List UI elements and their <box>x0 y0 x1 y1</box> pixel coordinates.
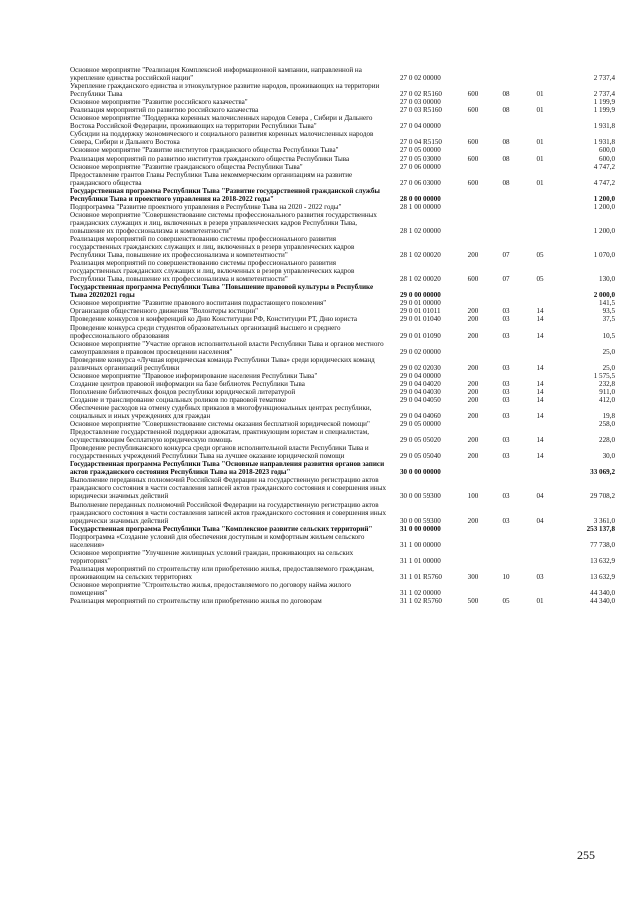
table-row <box>70 82 615 98</box>
table-row <box>70 106 615 114</box>
row-amount: 33 069,2 <box>590 468 615 477</box>
row-code: 27 0 03 R5160 <box>400 106 442 115</box>
row-code: 27 0 03 00000 <box>400 98 441 107</box>
table-row <box>70 420 615 428</box>
row-code: 27 0 05 03000 <box>400 154 441 163</box>
row-amount: 2 737,4 <box>593 74 615 83</box>
row-name: Субсидии на поддержку экономического и социального развития коренных малочисленных народов Севера, Сибири и Дальнего Востока <box>70 130 374 147</box>
row-subsection: 14 <box>536 331 544 340</box>
row-subsection: 01 <box>536 106 544 115</box>
table-row <box>70 324 615 340</box>
row-name: Укрепление гражданского единства и этнокультурное развитие народов, проживающих на территории Республики Тыва <box>70 82 380 99</box>
row-subsection: 04 <box>536 516 544 525</box>
row-amount: 13 632,9 <box>590 572 615 581</box>
row-name: Организация общественного движения "Волонтеры юстиции" <box>70 307 259 316</box>
row-amount: 1 200,0 <box>593 226 615 235</box>
table-row <box>70 388 615 396</box>
row-code: 29 0 04 04060 <box>400 412 441 421</box>
row-code: 30 0 00 00000 <box>400 468 441 477</box>
row-section: 03 <box>502 516 510 525</box>
row-code: 29 0 02 02030 <box>400 363 441 372</box>
row-amount: 1 070,0 <box>593 251 615 260</box>
row-code: 29 0 05 05040 <box>400 452 441 461</box>
row-section: 03 <box>502 452 510 461</box>
row-amount: 1 575,5 <box>593 371 615 380</box>
row-expense-type: 200 <box>467 363 479 372</box>
row-code: 29 0 05 05020 <box>400 436 441 445</box>
table-row <box>70 163 615 171</box>
row-code: 31 1 02 00000 <box>400 589 441 598</box>
row-amount: 600,0 <box>599 154 615 163</box>
row-section: 08 <box>502 178 510 187</box>
row-code: 31 1 01 00000 <box>400 556 441 565</box>
row-code: 29 0 00 00000 <box>400 291 441 300</box>
row-code: 30 0 00 59300 <box>400 516 441 525</box>
row-amount: 37,5 <box>602 315 615 324</box>
row-section: 03 <box>502 492 510 501</box>
table-row <box>70 525 615 533</box>
row-section: 03 <box>502 395 510 404</box>
row-section: 08 <box>502 154 510 163</box>
row-subsection: 14 <box>536 307 544 316</box>
row-section: 03 <box>502 436 510 445</box>
row-amount: 19,8 <box>602 412 615 421</box>
row-code: 28 1 00 00000 <box>400 202 441 211</box>
table-row <box>70 428 615 444</box>
row-amount: 25,0 <box>602 347 615 356</box>
row-amount: 1 200,0 <box>593 202 615 211</box>
row-code: 29 0 04 04050 <box>400 395 441 404</box>
table-row <box>70 114 615 130</box>
table-row <box>70 501 615 525</box>
row-subsection: 14 <box>536 395 544 404</box>
table-row <box>70 549 615 565</box>
table-row <box>70 98 615 106</box>
row-code: 29 0 01 00000 <box>400 299 441 308</box>
row-name: Основное мероприятие "Развитие институтов гражданского общества Республики Тыва" <box>70 146 339 155</box>
row-section: 07 <box>502 251 510 260</box>
row-amount: 1 931,8 <box>593 138 615 147</box>
row-code: 31 1 02 R5760 <box>400 597 442 606</box>
row-name: Государственная программа Республики Тыва "Комплексное развитие сельских территорий" <box>70 524 373 533</box>
row-expense-type: 200 <box>467 395 479 404</box>
row-amount: 13 632,9 <box>590 556 615 565</box>
row-name: Основное мероприятие "Правовое информирование населения Республики Тыва" <box>70 371 318 380</box>
row-name: Государственная программа Республики Тыва "Основные направления развития органов записи актов гражданского состояния Республики Тыва на 2018-2023 годы" <box>70 460 385 477</box>
row-name: Проведение конкурса «Лучшая юридическая команда Республики Тыва» среди юридических команд различных организаций республики <box>70 355 375 372</box>
row-subsection: 01 <box>536 178 544 187</box>
row-name: Предоставление грантов Главы Республики Тыва некоммерческим организациям на развитие гражданского общества <box>70 170 353 187</box>
row-expense-type: 100 <box>467 492 479 501</box>
row-amount: 30,0 <box>602 452 615 461</box>
row-expense-type: 600 <box>467 138 479 147</box>
row-name: Реализация мероприятий по совершенствованию системы профессионального развития государственных гражданских служащих и лиц, включенных в резерв управленческих кадров Республики Тыва, повышение их профессионализма и компетентности" <box>70 234 355 260</box>
row-name: Реализация мероприятий по строительству или приобретению жилья, предоставляемого гражданам, проживающим на сельских территориях <box>70 564 374 581</box>
row-expense-type: 200 <box>467 412 479 421</box>
row-name: Реализация мероприятий по строительству или приобретению жилья по договорам <box>70 597 322 606</box>
row-name: Создание и транслирование социальных роликов по правовой тематике <box>70 395 287 404</box>
row-subsection: 14 <box>536 315 544 324</box>
row-expense-type: 600 <box>467 106 479 115</box>
row-amount: 93,5 <box>602 307 615 316</box>
row-code: 29 0 01 01090 <box>400 331 441 340</box>
row-amount: 130,0 <box>599 275 615 284</box>
row-name: Основное мероприятие "Развитие российского казачества" <box>70 98 248 107</box>
row-name: Создание центров правовой информации на базе библиотек Республики Тыва <box>70 379 305 388</box>
row-amount: 77 738,0 <box>590 540 615 549</box>
table-row <box>70 130 615 146</box>
table-row <box>70 299 615 307</box>
table-row <box>70 396 615 404</box>
row-amount: 600,0 <box>599 146 615 155</box>
row-code: 27 0 04 00000 <box>400 122 441 131</box>
row-subsection: 14 <box>536 436 544 445</box>
row-code: 31 0 00 00000 <box>400 524 441 533</box>
table-row <box>70 211 615 235</box>
row-name: Обеспечение расходов на отмену судебных приказов в многофункциональных центрах республики, социальных и иных учреждениях для граждан <box>70 403 372 421</box>
row-subsection: 01 <box>536 138 544 147</box>
row-code: 29 0 04 04030 <box>400 387 441 396</box>
row-code: 27 0 05 00000 <box>400 146 441 155</box>
row-amount: 1 931,8 <box>593 122 615 131</box>
row-amount: 29 708,2 <box>590 492 615 501</box>
budget-table <box>70 66 615 605</box>
row-subsection: 01 <box>536 154 544 163</box>
table-row <box>70 187 615 203</box>
row-code: 28 1 02 00020 <box>400 275 441 284</box>
table-row <box>70 66 615 82</box>
row-expense-type: 200 <box>467 387 479 396</box>
row-subsection: 05 <box>536 251 544 260</box>
row-code: 29 0 01 01040 <box>400 315 441 324</box>
row-name: Проведение конкурсов и конференций ко Дню Конституции РФ, Конституции РТ, Дню юриста <box>70 315 358 324</box>
row-amount: 4 747,2 <box>593 178 615 187</box>
row-subsection: 01 <box>536 90 544 99</box>
row-section: 03 <box>502 379 510 388</box>
row-name: Основное мероприятие "Поддержка коренных малочисленных народов Севера , Сибири и Дальнего Востока Российской Федерации, проживающих на территории Республики Тыва" <box>70 114 373 131</box>
row-section: 03 <box>502 363 510 372</box>
row-subsection: 14 <box>536 452 544 461</box>
row-expense-type: 200 <box>467 379 479 388</box>
row-amount: 10,5 <box>602 331 615 340</box>
table-row <box>70 171 615 187</box>
row-code: 31 1 01 R5760 <box>400 572 442 581</box>
row-code: 29 0 02 00000 <box>400 347 441 356</box>
table-row <box>70 597 615 605</box>
row-amount: 1 199,9 <box>593 98 615 107</box>
row-expense-type: 200 <box>467 516 479 525</box>
row-name: Основное мероприятие "Совершенствование системы оказания бесплатной юридической помощи" <box>70 420 370 429</box>
row-code: 28 1 02 00000 <box>400 226 441 235</box>
row-amount: 25,0 <box>602 363 615 372</box>
row-amount: 1 200,0 <box>593 194 615 203</box>
row-amount: 2 000,0 <box>593 291 615 300</box>
row-expense-type: 600 <box>467 90 479 99</box>
row-name: Основное мероприятие "Строительство жилья, предоставляемого по договору найма жилого помещения" <box>70 581 351 598</box>
row-section: 03 <box>502 315 510 324</box>
row-section: 08 <box>502 138 510 147</box>
row-name: Основное мероприятие "Развитие правового воспитания подрастающего поколения" <box>70 299 327 308</box>
row-code: 31 1 00 00000 <box>400 540 441 549</box>
row-subsection: 14 <box>536 412 544 421</box>
row-amount: 2 737,4 <box>593 90 615 99</box>
row-amount: 44 340,0 <box>590 589 615 598</box>
row-section: 07 <box>502 275 510 284</box>
row-code: 30 0 00 59300 <box>400 492 441 501</box>
row-expense-type: 200 <box>467 315 479 324</box>
row-code: 29 0 05 00000 <box>400 420 441 429</box>
page-number: 255 <box>577 848 595 862</box>
row-name: Выполнение переданных полномочий Российской Федерации на государственную регистрацию актов гражданского состояния в части составления записей актов гражданского состояния и совершения иных юридически значимых действий <box>70 500 387 525</box>
row-name: Предоставление государственной поддержки адвокатам, практикующим юристам и специалистам, осуществляющим бесплатную юридическую помощь <box>70 428 369 445</box>
row-name: Проведение конкурса среди студентов образовательных организаций высшего и среднего профессионального образования <box>70 323 341 340</box>
row-code: 29 0 04 04020 <box>400 379 441 388</box>
row-name: Основное мероприятие "Участие органов исполнительной власти Республики Тыва и органов местного самоуправления в правовом просвещении населения" <box>70 339 384 356</box>
row-name: Подпрограмма «Создание условий для обеспечения доступным и комфортным жильем сельского населения» <box>70 532 365 549</box>
table-row <box>70 581 615 597</box>
row-code: 27 0 02 00000 <box>400 74 441 83</box>
table-row <box>70 340 615 356</box>
table-row <box>70 155 615 163</box>
row-expense-type: 200 <box>467 307 479 316</box>
table-row <box>70 283 615 299</box>
row-code: 27 0 04 R5150 <box>400 138 442 147</box>
row-amount: 232,8 <box>599 379 615 388</box>
row-code: 27 0 06 03000 <box>400 178 441 187</box>
row-section: 03 <box>502 387 510 396</box>
row-name: Подпрограмма "Развитие проектного управления в Республике Тыва на 2020 - 2022 годы" <box>70 202 342 211</box>
row-code: 28 0 00 00000 <box>400 194 441 203</box>
table-row <box>70 380 615 388</box>
row-code: 29 0 04 00000 <box>400 371 441 380</box>
row-subsection: 03 <box>536 572 544 581</box>
row-name: Реализация мероприятий по развитию российского казачества <box>70 106 259 115</box>
row-name: Основное мероприятие "Реализация Комплексной информационной кампании, направленной на укрепление единства российской нации" <box>70 66 362 83</box>
table-row <box>70 565 615 581</box>
row-expense-type: 500 <box>467 597 479 606</box>
row-expense-type: 600 <box>467 178 479 187</box>
row-expense-type: 600 <box>467 275 479 284</box>
row-amount: 253 137,8 <box>586 524 615 533</box>
table-row <box>70 460 615 476</box>
row-amount: 228,0 <box>599 436 615 445</box>
row-expense-type: 200 <box>467 331 479 340</box>
row-amount: 44 340,0 <box>590 597 615 606</box>
table-row <box>70 372 615 380</box>
row-amount: 4 747,2 <box>593 162 615 171</box>
row-code: 28 1 02 00020 <box>400 251 441 260</box>
row-name: Основное мероприятие "Совершенствование системы профессионального развития государственных гражданских служащих и лиц, включенных в резерв управленческих кадров Республики Тыва, повышение их профессионализма и компетентности" <box>70 210 377 235</box>
row-code: 27 0 02 R5160 <box>400 90 442 99</box>
row-section: 03 <box>502 307 510 316</box>
row-subsection: 05 <box>536 275 544 284</box>
table-row <box>70 259 615 283</box>
table-row <box>70 146 615 154</box>
row-name: Основное мероприятие "Улучшение жилищных условий граждан, проживающих на сельских территориях" <box>70 548 354 565</box>
row-expense-type: 300 <box>467 572 479 581</box>
table-row <box>70 476 615 500</box>
row-amount: 258,0 <box>599 420 615 429</box>
row-subsection: 01 <box>536 597 544 606</box>
row-name: Проведение республиканского конкурса среди органов исполнительной власти Республики Тыва и государственных учреждений Республики Тыва на лучшее оказание юридической помощи <box>70 444 369 461</box>
row-amount: 3 361,0 <box>593 516 615 525</box>
row-subsection: 14 <box>536 387 544 396</box>
row-expense-type: 200 <box>467 436 479 445</box>
row-subsection: 14 <box>536 363 544 372</box>
table-row <box>70 533 615 549</box>
row-amount: 141,5 <box>599 299 615 308</box>
row-section: 08 <box>502 90 510 99</box>
table-row <box>70 315 615 323</box>
row-subsection: 14 <box>536 379 544 388</box>
table-row <box>70 235 615 259</box>
row-name: Реализация мероприятий по совершенствованию системы профессионального развития государственных гражданских служащих и лиц, включенных в резерв управленческих кадров Республики Тыва, повышение их профессионализма и компетентности" <box>70 259 355 284</box>
row-expense-type: 600 <box>467 154 479 163</box>
row-subsection: 04 <box>536 492 544 501</box>
table-row <box>70 404 615 420</box>
row-name: Государственная программа Республики Тыва "Развитие государственной гражданской службы Республики Тыва и проектного управления на 2018-2022 годы" <box>70 186 380 203</box>
table-row <box>70 307 615 315</box>
row-section: 05 <box>502 597 510 606</box>
table-row <box>70 203 615 211</box>
row-section: 03 <box>502 412 510 421</box>
row-amount: 1 199,9 <box>593 106 615 115</box>
row-amount: 412,0 <box>599 395 615 404</box>
row-name: Основное мероприятие "Развитие гражданского общества Республики Тыва" <box>70 162 303 171</box>
row-section: 03 <box>502 331 510 340</box>
table-row <box>70 356 615 372</box>
row-code: 29 0 01 01011 <box>400 307 441 316</box>
row-expense-type: 200 <box>467 452 479 461</box>
row-name: Выполнение переданных полномочий Российской Федерации на государственную регистрацию актов гражданского состояния в части составления записей актов гражданского состояния и совершения иных юридически значимых действий <box>70 476 387 501</box>
row-code: 27 0 06 00000 <box>400 162 441 171</box>
row-section: 08 <box>502 106 510 115</box>
table-row <box>70 444 615 460</box>
row-expense-type: 200 <box>467 251 479 260</box>
row-name: Реализация мероприятий по развитию институтов гражданского общества Республики Тыва <box>70 154 350 163</box>
row-name: Пополнение библиотечных фондов республики юридической литературой <box>70 387 296 396</box>
row-amount: 911,0 <box>599 387 615 396</box>
row-name: Государственная программа Республики Тыва "Повышение правовой культуры в Республике Тыва 20202021 годы <box>70 283 374 300</box>
row-section: 10 <box>502 572 510 581</box>
